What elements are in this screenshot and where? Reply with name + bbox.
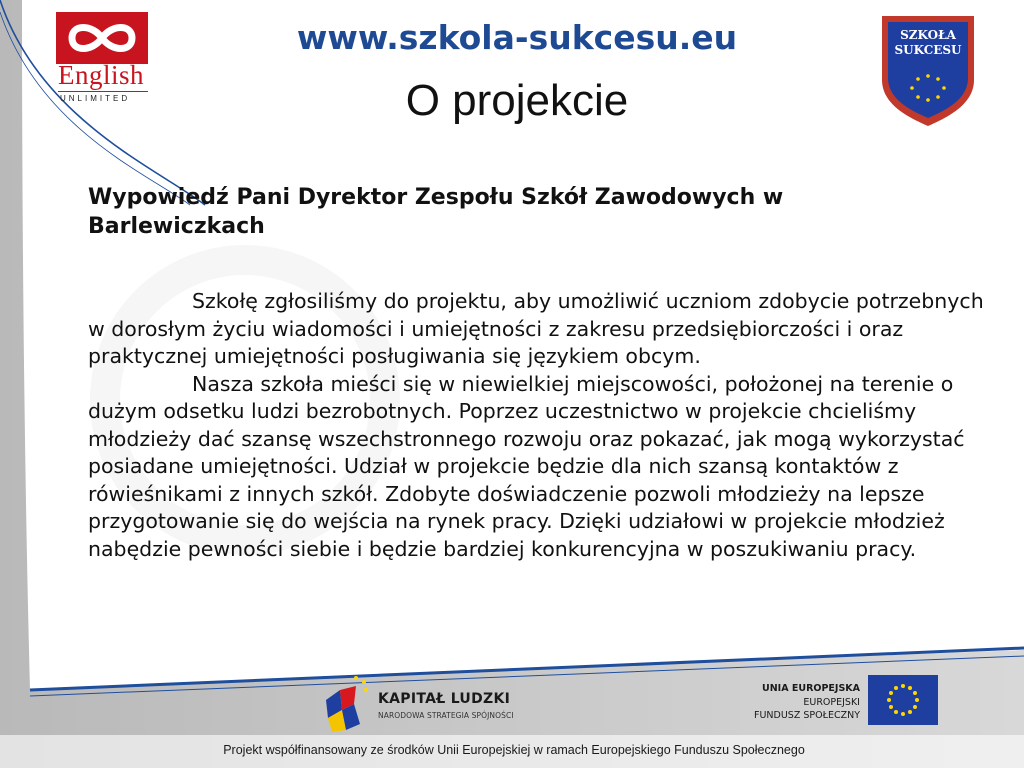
kapital-ludzki-logo xyxy=(320,670,372,734)
footer-text: Projekt współfinansowany ze środków Unii Europejskiej w ramach Europejskiego Funduszu Społecznego xyxy=(223,743,805,757)
kapital-ludzki-subtitle: NARODOWA STRATEGIA SPÓJNOŚCI xyxy=(378,711,514,720)
szkola-sukcesu-badge xyxy=(876,10,980,130)
section-heading: Wypowiedź Pani Dyrektor Zespołu Szkół Zawodowych w Barlewiczkach xyxy=(88,185,784,239)
body-text xyxy=(88,288,988,563)
badge-line-2: SUKCESU xyxy=(894,43,962,57)
eu-line-1: UNIA EUROPEJSKA xyxy=(762,683,860,694)
paragraph-1-text: Szkołę zgłosiliśmy do projektu, aby umożliwić uczniom zdobycie potrzebnych w dorosłym życiu wiadomości i umiejętności z zakresu przedsiębiorczości i oraz praktycznej umiejętności posługiwania się językiem obcym. xyxy=(88,289,984,368)
paragraph-1 xyxy=(88,288,988,371)
english-logo-sub: UNLIMITED xyxy=(60,94,131,103)
page-title: O projekcie xyxy=(405,76,629,125)
paragraph-2 xyxy=(88,371,988,564)
english-logo-word: English xyxy=(58,60,145,90)
badge-line-1: SZKOŁA xyxy=(900,28,956,42)
kapital-ludzki-title: KAPITAŁ LUDZKI xyxy=(378,691,511,707)
paragraph-2-text: Nasza szkoła mieści się w niewielkiej miejscowości, położonej na terenie o dużym odsetku ludzi bezrobotnych. Poprzez uczestnictwo w projekcie chcieliśmy młodzieży dać szansę wszechstronnego rozwoju oraz pokazać, jak mogą wykorzystać posiadane umiejętności. Udział w projekcie będzie dla nich szansą kontaktów z rówieśnikami z innych szkół. Zdobyte doświadczenie pozwoli młodzieży na lepsze przygotowanie się do wejścia na rynek pracy. Dzięki udziałowi w projekcie młodzież nabędzie pewności siebie i będzie bardziej konkurencyjna w poszukiwaniu pracy. xyxy=(88,371,965,561)
site-url: www.szkola-sukcesu.eu xyxy=(296,18,738,57)
eu-line-3: FUNDUSZ SPOŁECZNY xyxy=(754,710,860,721)
eu-line-2: EUROPEJSKI xyxy=(803,697,860,708)
eu-flag-icon xyxy=(868,675,938,725)
